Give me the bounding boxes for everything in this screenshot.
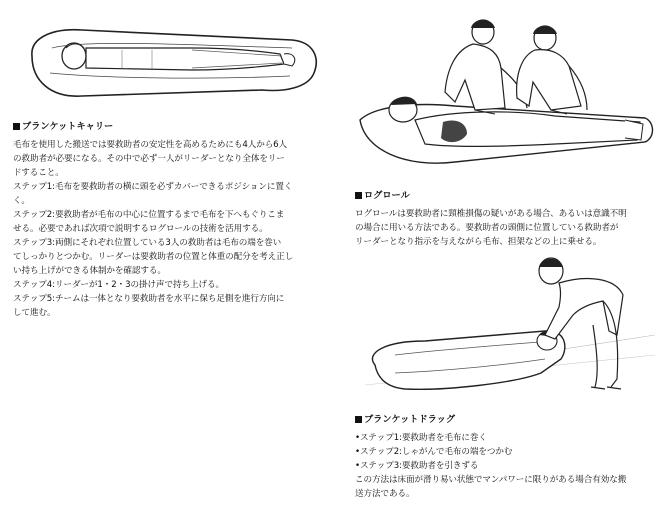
log-roll-body: ログロールは要救助者に頸椎損傷の疑いがある場合、あるいは意識不明 の場合に用いる方法である。要救助者の頭側に位置している救助者が リーダーとなり指示を与えながら毛布、担架などの上に乗せる。 [355,209,627,247]
square-bullet-icon [355,192,362,199]
log-roll-illustration [355,10,665,175]
square-bullet-icon [13,123,20,130]
log-roll-title-text: ログロール [364,190,410,201]
log-roll-drawing [355,10,665,175]
blanket-drag-drawing [355,255,665,405]
blanket-wrap-illustration [22,18,322,103]
blanket-carry-body: 毛布を使用した搬送では要救助者の安定性を高めるためにも4人から6人 の救助者が必要になる。その中で必ず一人がリーダーとなり全体をリー ドすること。 ステップ1:毛布を要救助者の横に頭を必ずカバーできるポジションに置く く。 ステップ2:要救助者が毛布の中心に位置するまで毛布を下へもぐりこま せる。必要であれば次項で説明するログロールの技術を活用する。 ステップ3:両側にそれぞれ位置している3人の救助者は毛布の端を巻い てしっかりとつかむ。リーダーは要救助者の位置と体重の配分を考え正し い持ち上げができる体制かを確認する。 ステップ4:リーダーが1・2・3の掛け声で持ち上げる。 ステップ5:チームは一体となり要救助者を水平に保ち足側を進行方向に して進む。 [13,140,294,318]
blanket-drag-section [355,413,665,501]
blanket-carry-section [13,120,335,320]
blanket-wrap-drawing [22,18,322,103]
blanket-drag-body: •ステップ1:要救助者を毛布に巻く •ステップ2:しゃがんで毛布の端をつかむ •ステップ3:要救助者を引きずる この方法は床面が滑り易い状態でマンパワーに限りがある場合有効な搬 送方法である。 [355,433,627,499]
log-roll-title [355,189,665,202]
blanket-drag-illustration [355,255,665,405]
blanket-carry-title [13,120,335,133]
blanket-drag-title [355,413,665,426]
blanket-carry-title-text: ブランケットキャリー [22,121,114,132]
log-roll-section [355,189,665,249]
blanket-drag-title-text: ブランケットドラッグ [364,414,456,425]
square-bullet-icon [355,416,362,423]
